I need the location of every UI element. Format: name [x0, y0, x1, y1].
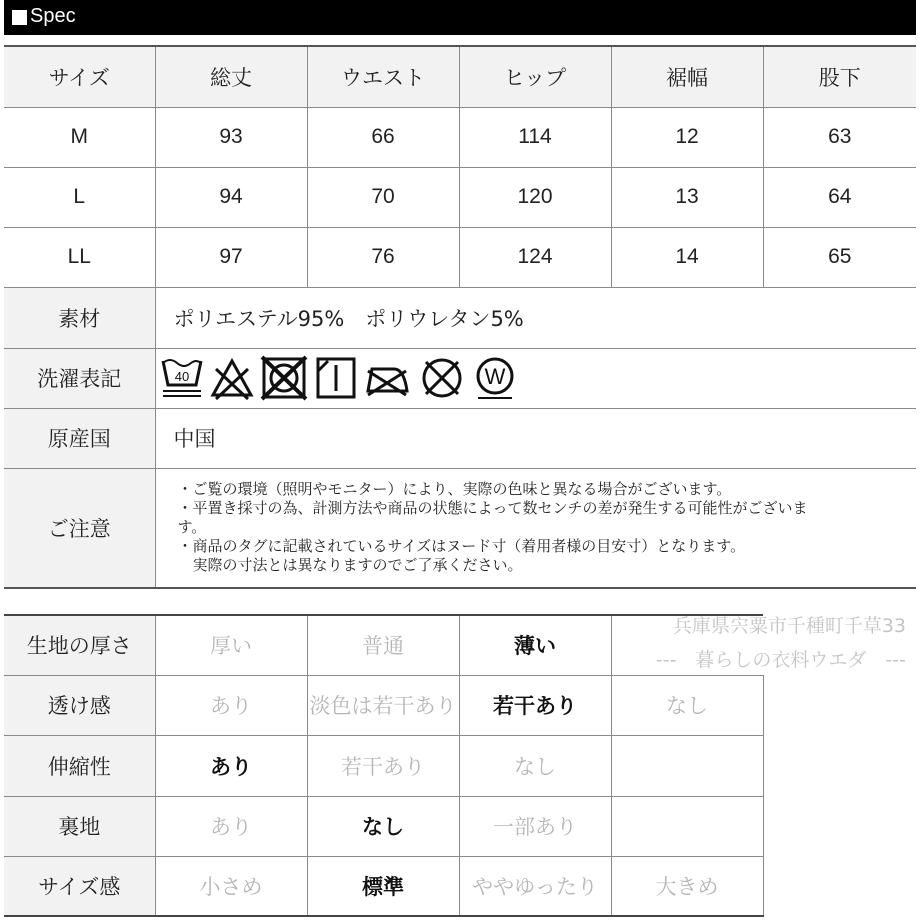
measure-cell: 70 — [307, 167, 459, 227]
size-row — [4, 227, 916, 287]
measure-cell: 64 — [763, 167, 916, 227]
care-symbols — [155, 348, 916, 408]
care-row — [4, 348, 916, 408]
spec-table — [4, 45, 916, 589]
svg-text:W: W — [484, 364, 505, 389]
measure-cell: 124 — [459, 227, 611, 287]
measure-cell: 97 — [155, 227, 307, 287]
col-header: サイズ — [4, 46, 155, 107]
feel-row — [4, 615, 763, 675]
feel-label: 裏地 — [4, 796, 155, 856]
origin-label: 原産国 — [4, 408, 155, 468]
feel-option: あり — [155, 675, 307, 735]
origin-value: 中国 — [155, 408, 916, 468]
col-header: 総丈 — [155, 46, 307, 107]
size-cell: M — [4, 107, 155, 167]
feel-option: 一部あり — [459, 796, 611, 856]
svg-text:40: 40 — [174, 369, 189, 384]
measure-cell: 65 — [763, 227, 916, 287]
fabric-feel-table — [4, 614, 764, 917]
col-header: ヒップ — [459, 46, 611, 107]
note-line: ・平置き採寸の為、計測方法や商品の状態によって数センチの差が発生する可能性がございま — [177, 499, 808, 518]
spec-header-bar — [4, 0, 916, 35]
line-dry-icon — [314, 355, 358, 401]
size-row — [4, 107, 916, 167]
no-dry-clean-icon — [418, 355, 466, 401]
col-header: 股下 — [763, 46, 916, 107]
material-label: 素材 — [4, 287, 155, 348]
wash-40-icon — [160, 355, 204, 401]
feel-label: サイズ感 — [4, 856, 155, 916]
measure-cell: 76 — [307, 227, 459, 287]
size-cell: L — [4, 167, 155, 227]
feel-label: 伸縮性 — [4, 735, 155, 796]
watermark-address: 兵庫県宍粟市千種町千草33 — [672, 615, 906, 637]
feel-option: 大きめ — [611, 856, 763, 916]
size-row — [4, 167, 916, 227]
no-tumble-dry-icon — [260, 355, 308, 401]
feel-row — [4, 735, 763, 796]
feel-option: 厚い — [155, 615, 307, 675]
no-bleach-icon — [210, 355, 254, 401]
feel-option — [611, 735, 763, 796]
measure-cell: 13 — [611, 167, 763, 227]
iron-low-icon — [364, 355, 412, 401]
care-label: 洗濯表記 — [4, 348, 155, 408]
note-line: ・ご覧の環境（照明やモニター）により、実際の色味と異なる場合がございます。 — [177, 480, 732, 499]
feel-option: なし — [459, 735, 611, 796]
spec-title: Spec — [30, 5, 76, 27]
feel-option: あり — [155, 735, 307, 796]
feel-option: 小さめ — [155, 856, 307, 916]
measure-cell: 120 — [459, 167, 611, 227]
feel-option: 標準 — [307, 856, 459, 916]
square-bullet-icon — [12, 10, 27, 25]
feel-label: 透け感 — [4, 675, 155, 735]
origin-row — [4, 408, 916, 468]
feel-option: 薄い — [459, 615, 611, 675]
col-header: 裾幅 — [611, 46, 763, 107]
feel-row — [4, 796, 763, 856]
notes-row — [4, 468, 916, 588]
wet-clean-icon — [472, 355, 518, 401]
measure-cell: 66 — [307, 107, 459, 167]
feel-option: 若干あり — [459, 675, 611, 735]
measure-cell: 63 — [763, 107, 916, 167]
feel-option: 普通 — [307, 615, 459, 675]
note-line: ・商品のタグに記載されているサイズはヌード寸（着用者様の目安寸）となります。 — [177, 537, 746, 556]
feel-option: 淡色は若干あり — [307, 675, 459, 735]
measure-cell: 94 — [155, 167, 307, 227]
col-header: ウエスト — [307, 46, 459, 107]
feel-option: ややゆったり — [459, 856, 611, 916]
feel-option: 若干あり — [307, 735, 459, 796]
feel-option: なし — [307, 796, 459, 856]
feel-option — [611, 796, 763, 856]
note-line: す。 — [177, 518, 207, 537]
feel-option: あり — [155, 796, 307, 856]
feel-row — [4, 856, 763, 916]
spec-header-row — [4, 46, 916, 107]
material-row — [4, 287, 916, 348]
measure-cell: 12 — [611, 107, 763, 167]
notes-text — [155, 468, 916, 588]
feel-option: なし — [611, 675, 763, 735]
watermark-shop: --- 暮らしの衣料ウエダ --- — [655, 649, 906, 671]
notes-label: ご注意 — [4, 468, 155, 588]
measure-cell: 93 — [155, 107, 307, 167]
feel-label: 生地の厚さ — [4, 615, 155, 675]
size-cell: LL — [4, 227, 155, 287]
note-line: 実際の寸法とは異なりますのでご了承ください。 — [177, 556, 523, 575]
measure-cell: 14 — [611, 227, 763, 287]
measure-cell: 114 — [459, 107, 611, 167]
material-value: ポリエステル95% ポリウレタン5% — [155, 287, 916, 348]
feel-row — [4, 675, 763, 735]
